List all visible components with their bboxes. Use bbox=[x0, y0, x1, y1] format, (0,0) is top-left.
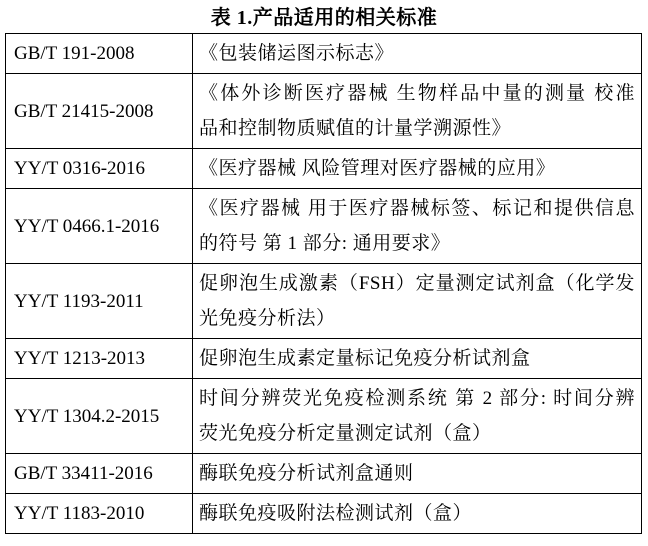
standard-title-line: 酶联免疫吸附法检测试剂（盒） bbox=[199, 503, 473, 524]
standard-code-cell: YY/T 1213-2013 bbox=[6, 339, 193, 379]
table-row bbox=[6, 34, 642, 74]
table-row bbox=[6, 494, 642, 534]
table-row bbox=[6, 339, 642, 379]
table-row bbox=[6, 379, 642, 454]
standard-title-line: 荧光免疫分析定量测定试剂（盒） bbox=[199, 423, 492, 444]
standard-title-cell bbox=[193, 379, 642, 454]
page-title: 表 1.产品适用的相关标准 bbox=[210, 7, 438, 29]
standard-code-cell: YY/T 1304.2-2015 bbox=[6, 379, 193, 454]
standard-code-cell: YY/T 0466.1-2016 bbox=[6, 189, 193, 264]
standard-title-line: 《包装储运图示标志》 bbox=[199, 43, 395, 64]
standard-title-line: 《医疗器械 用于医疗器械标签、标记和提供信息 bbox=[199, 198, 635, 219]
standards-table bbox=[5, 33, 642, 534]
standard-title-cell bbox=[193, 149, 642, 189]
standard-title-line: 光免疫分析法） bbox=[199, 308, 336, 329]
standard-code-cell: YY/T 0316-2016 bbox=[6, 149, 193, 189]
standard-title-line: 时间分辨荧光免疫检测系统 第 2 部分: 时间分辨 bbox=[199, 388, 635, 409]
table-row bbox=[6, 149, 642, 189]
standard-code-cell: GB/T 21415-2008 bbox=[6, 74, 193, 149]
standards-table-body bbox=[6, 34, 642, 534]
standard-title-cell bbox=[193, 264, 642, 339]
standard-code-cell: YY/T 1193-2011 bbox=[6, 264, 193, 339]
standard-title-line: 《医疗器械 风险管理对医疗器械的应用》 bbox=[199, 158, 556, 179]
standard-code-cell: YY/T 1183-2010 bbox=[6, 494, 193, 534]
table-row bbox=[6, 454, 642, 494]
standard-title-cell bbox=[193, 454, 642, 494]
standard-title-line: 《体外诊断医疗器械 生物样品中量的测量 校准 bbox=[199, 83, 635, 104]
table-row bbox=[6, 189, 642, 264]
standard-title-cell bbox=[193, 74, 642, 149]
standard-code-cell: GB/T 33411-2016 bbox=[6, 454, 193, 494]
standard-code-cell: GB/T 191-2008 bbox=[6, 34, 193, 74]
standard-title-line: 促卵泡生成激素（FSH）定量测定试剂盒（化学发 bbox=[199, 273, 635, 294]
standard-title-line: 的符号 第 1 部分: 通用要求》 bbox=[199, 233, 451, 254]
standard-title-cell bbox=[193, 494, 642, 534]
table-row bbox=[6, 264, 642, 339]
standard-title-line: 品和控制物质赋值的计量学溯源性》 bbox=[199, 118, 512, 139]
standard-title-line: 酶联免疫分析试剂盒通则 bbox=[199, 463, 414, 484]
standard-title-cell bbox=[193, 189, 642, 264]
table-row bbox=[6, 74, 642, 149]
standard-title-cell bbox=[193, 339, 642, 379]
standard-title-line: 促卵泡生成素定量标记免疫分析试剂盒 bbox=[199, 348, 531, 369]
standard-title-cell bbox=[193, 34, 642, 74]
